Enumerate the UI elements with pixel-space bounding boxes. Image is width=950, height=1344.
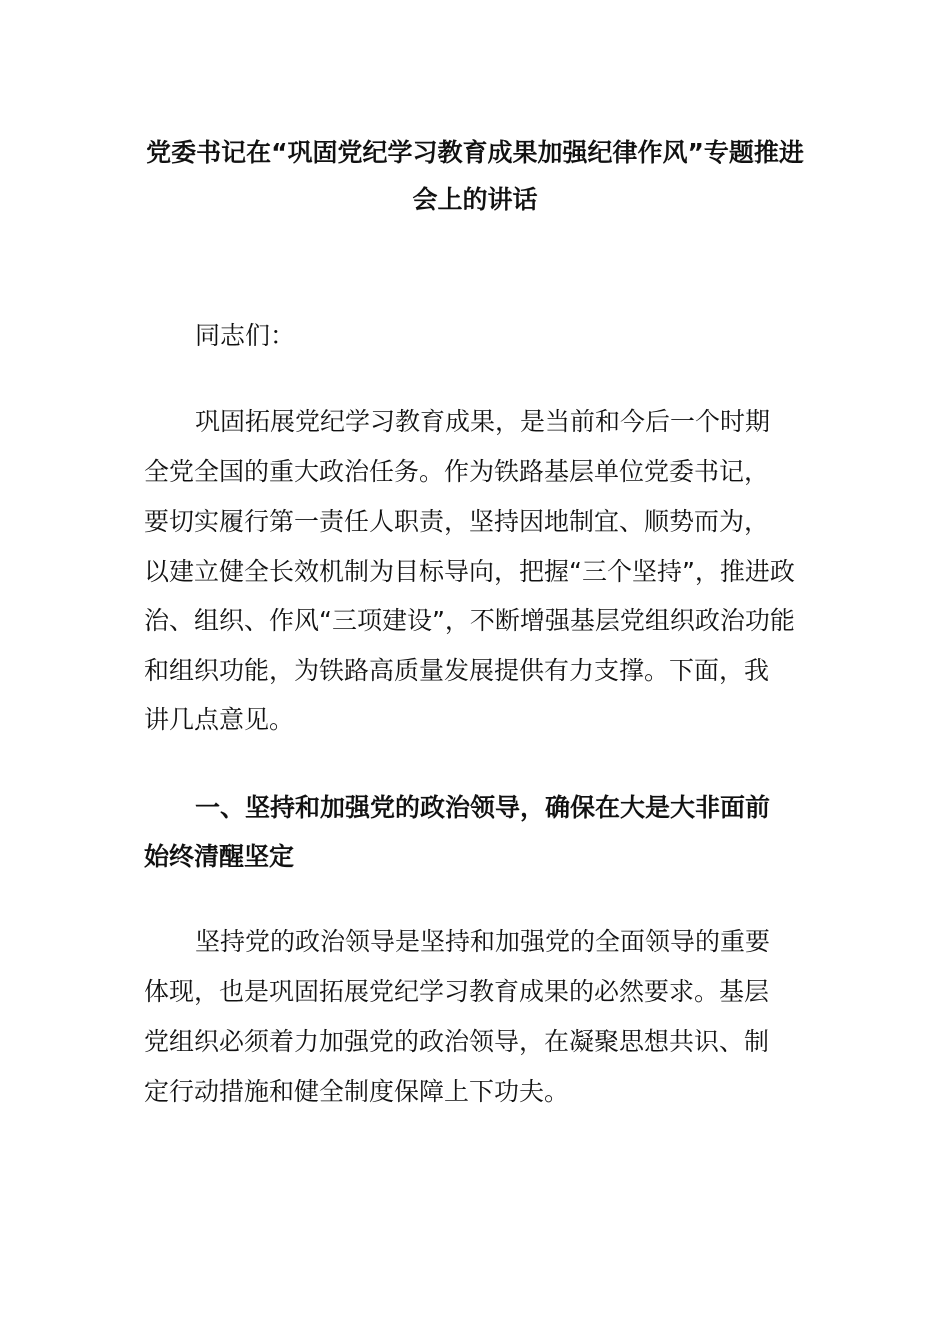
paragraph-1-line: 和组织功能，为铁路高质量发展提供有力支撑。下面，我: [144, 656, 770, 685]
paragraph-2-line: 定行动措施和健全制度保障上下功夫。: [144, 1077, 570, 1106]
paragraph-2-line: 体现，也是巩固拓展党纪学习教育成果的必然要求。基层: [144, 977, 770, 1006]
document-title-line-2: 会上的讲话: [412, 185, 538, 214]
document-title-line-1: 党委书记在“巩固党纪学习教育成果加强纪律作风”专题推进: [146, 138, 804, 167]
section-1-heading-line: 始终清醒坚定: [144, 842, 295, 871]
salutation: 同志们：: [195, 321, 296, 350]
paragraph-1-line: 治、组织、作风“三项建设”，不断增强基层党组织政治功能: [144, 606, 795, 635]
section-1-heading-line: 一、坚持和加强党的政治领导，确保在大是大非面前: [195, 793, 771, 822]
paragraph-1-line: 巩固拓展党纪学习教育成果，是当前和今后一个时期: [195, 407, 771, 436]
paragraph-1-line: 全党全国的重大政治任务。作为铁路基层单位党委书记，: [144, 457, 770, 486]
paragraph-2-line: 坚持党的政治领导是坚持和加强党的全面领导的重要: [195, 927, 771, 956]
paragraph-1-line: 要切实履行第一责任人职责，坚持因地制宜、顺势而为，: [144, 507, 770, 536]
paragraph-1-line: 以建立健全长效机制为目标导向，把握“三个坚持”，推进政: [144, 557, 795, 586]
paragraph-1-line: 讲几点意见。: [144, 705, 295, 734]
paragraph-2-line: 党组织必须着力加强党的政治领导，在凝聚思想共识、制: [144, 1027, 770, 1056]
